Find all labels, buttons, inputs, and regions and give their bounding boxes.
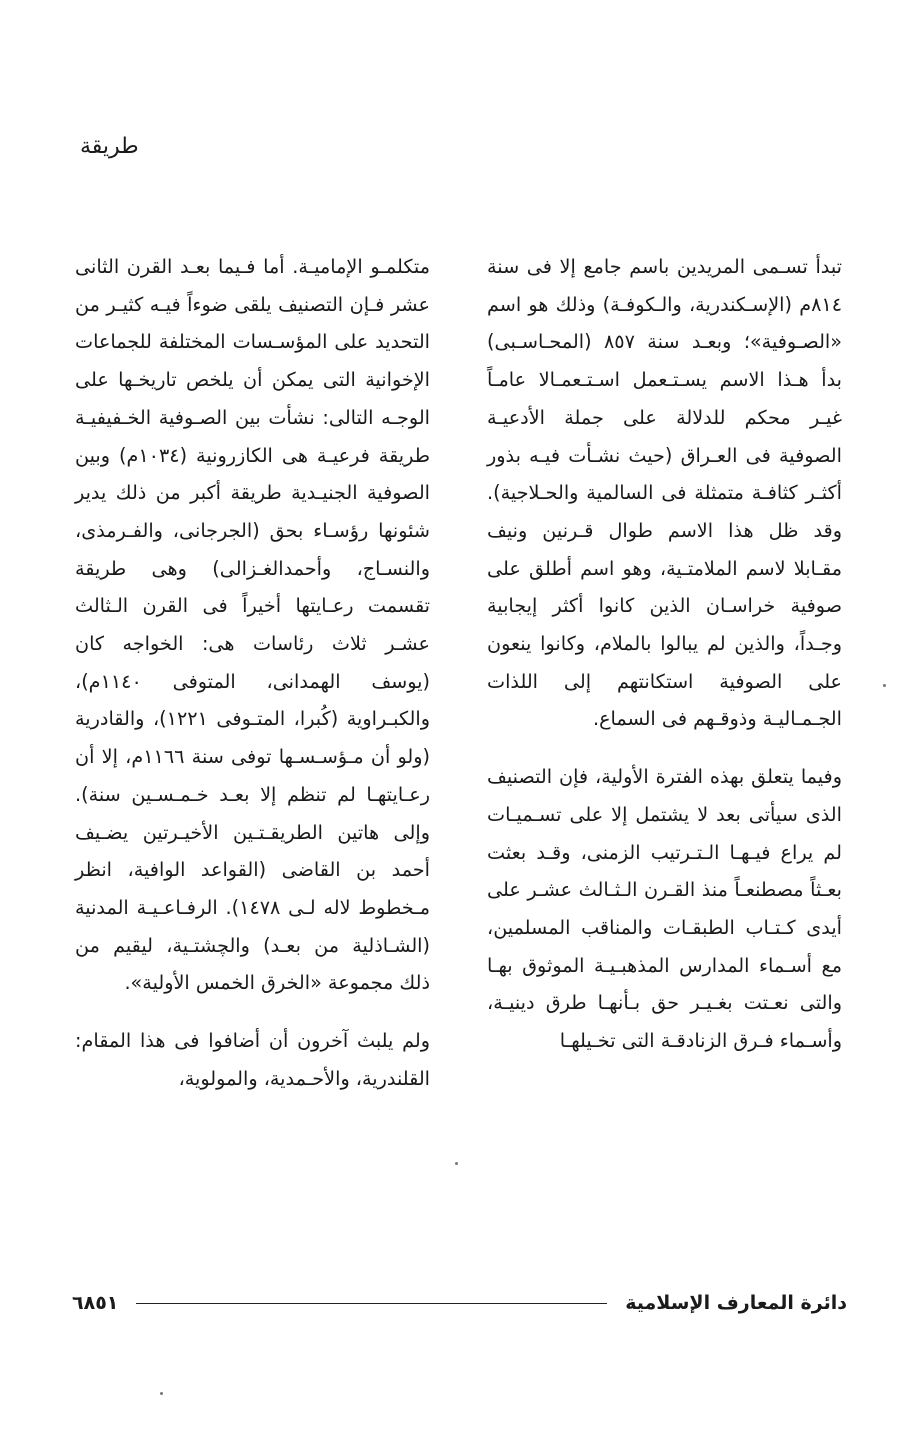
footer-page-number: ٦٨٥١ <box>72 1292 119 1314</box>
right-column <box>487 248 842 1060</box>
running-head: طريقة <box>80 134 139 159</box>
page-footer <box>72 1288 847 1318</box>
footer-rule <box>136 1303 607 1304</box>
scan-speck <box>883 684 886 687</box>
left-column-paragraph-1: متكلمـو الإماميـة. أما فـيما بعـد القرن الثانى عشر فـإن التصنيف يلقى ضوءاً فيـه كثيـر من التحديد على المؤسـسات المختلفة للجماعات الإخوانية التى يمكن أن يلخص تاريخـها على الوجـه التالى: نشأت بين الصـوفية الخـفيفيـة طريقة فرعيـة هى الكازرونية (١٠٣٤م) وبين الصوفية الجنيـدية طريقة أكبر من ذلك يدير شئونها رؤسـاء بحق (الجرجانى، والفـرمذى، والنسـاج، وأحمدالغـزالى) وهى طريقة تقسمت رعـايتها أخيراً فى القرن الـثالث عشـر ثلاث رئاسات هى: الخواجه كان (يوسف الهمدانى، المتوفى ١١٤٠م)، والكبـراوية (كُبرا، المتـوفى ١٢٢١)، والقادرية (ولو أن مـؤسـسـها توفى سنة ١١٦٦م، إلا أن رعـايتهـا لم تنظم إلا بعـد خـمـسـين سنة). وإلى هاتين الطريقـتـين الأخيـرتين يضـيف أحمد بن القاضى (القواعد الوافية، انظر مـخطوط لاله لـى ١٤٧٨). الرفـاعـيـة المدنية (الشـاذلية من بعـد) والچشتـية، ليقيم من ذلك مجموعة «الخرق الخمس الأولية». <box>75 255 431 995</box>
scan-speck <box>160 1392 163 1395</box>
footer-encyclopedia-title: دائرة المعارف الإسلامية <box>625 1292 847 1314</box>
right-column-paragraph-2: وفيما يتعلق بهذه الفترة الأولية، فإن التصنيف الذى سيأتى بعد لا يشتمل إلا على تسـميـات لم يراع فيـهـا الـتـرتيب الزمنى، وقـد بعثت بعـثاً مصطنعـاً منذ القـرن الـثـالث عشـر على أيدى كـتـاب الطبقـات والمناقب المسلمين، مع أسـماء المدارس المذهبـيـة الموثوق بهـا والتى نعـتت بغـيـر حق بـأنهـا طرق دينيـة، وأسـماء فـرق الزنادقـة التى تخـيلهـا <box>487 765 842 1053</box>
left-column-paragraph-2: ولم يلبث آخرون أن أضافوا فى هذا المقام: القلندرية، والأحـمدية، والمولوية، <box>75 1029 430 1090</box>
right-column-paragraph-1: تبدأ تسـمى المريدين باسم جامع إلا فى سنة ٨١٤م (الإسـكندرية، والـكوفـة) وذلك هو اسم «الصـوفية»؛ وبعـد سنة ٨٥٧ (المحـاسـبى) بدأ هـذا الاسم يسـتـعمل اسـتـعمـالا عامـاً غيـر محكم للدلالة على جملة الأدعيـة الصوفية فى العـراق (حيث نشـأت فيـه بذور أكثـر كثافـة متمثلة فى السالمية والحـلاجية). وقد ظل هذا الاسم طوال قـرنين ونيف مقـابلا لاسم الملامتـية، وهو اسم أطلق على صوفية خراسـان الذين كانوا أكثر إيجابية وجـداً، والذين لم يبالوا بالملام، وكانوا ينعون على الصوفية استكانتهم إلى اللذات الجـمـاليـة وذوقـهم فى السماع. <box>487 255 842 731</box>
scan-speck <box>455 1162 458 1165</box>
left-column <box>75 248 430 1097</box>
